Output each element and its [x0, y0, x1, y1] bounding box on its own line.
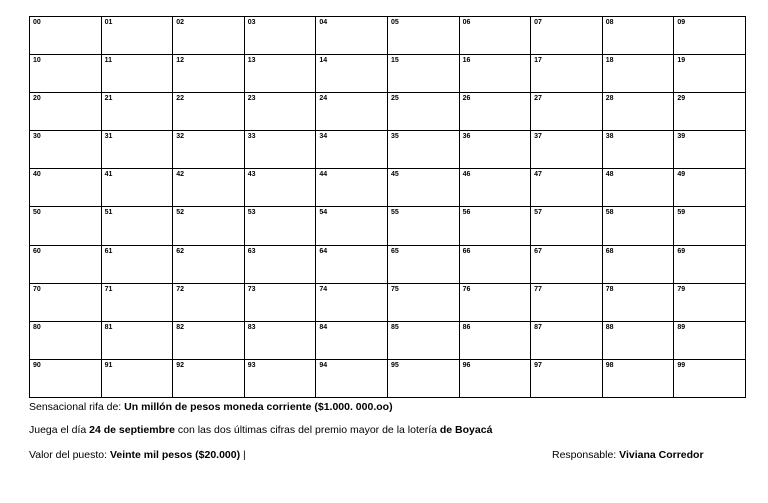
- price-label: Valor del puesto:: [29, 449, 110, 461]
- raffle-number-cell: 56: [459, 207, 531, 245]
- raffle-number-cell: 62: [173, 245, 245, 283]
- raffle-number-cell: 61: [101, 245, 173, 283]
- raffle-number-grid: [29, 16, 746, 398]
- raffle-number-cell: 03: [244, 17, 316, 55]
- raffle-number-cell: 33: [244, 131, 316, 169]
- raffle-number-cell: 71: [101, 283, 173, 321]
- raffle-number-cell: 99: [674, 359, 746, 397]
- raffle-number-cell: 10: [30, 55, 102, 93]
- raffle-number-cell: 53: [244, 207, 316, 245]
- responsible-name: Viviana Corredor: [619, 449, 704, 461]
- raffle-number-cell: 23: [244, 93, 316, 131]
- grid-row: [30, 17, 746, 55]
- raffle-number-cell: 70: [30, 283, 102, 321]
- price-line: [29, 449, 246, 462]
- prize-value: Un millón de pesos moneda corriente ($1.000. 000.oo): [124, 401, 393, 413]
- raffle-number-cell: 81: [101, 321, 173, 359]
- raffle-number-cell: 43: [244, 169, 316, 207]
- raffle-number-cell: 38: [602, 131, 674, 169]
- raffle-number-cell: 27: [531, 93, 603, 131]
- raffle-number-cell: 46: [459, 169, 531, 207]
- raffle-number-cell: 78: [602, 283, 674, 321]
- raffle-number-cell: 93: [244, 359, 316, 397]
- raffle-number-cell: 34: [316, 131, 388, 169]
- raffle-number-cell: 76: [459, 283, 531, 321]
- raffle-number-cell: 21: [101, 93, 173, 131]
- raffle-number-cell: 90: [30, 359, 102, 397]
- lottery-name: de Boyacá: [439, 424, 493, 436]
- raffle-number-cell: 72: [173, 283, 245, 321]
- raffle-number-cell: 47: [531, 169, 603, 207]
- raffle-number-cell: 98: [602, 359, 674, 397]
- raffle-number-cell: 35: [387, 131, 459, 169]
- raffle-number-cell: 89: [674, 321, 746, 359]
- raffle-number-cell: 80: [30, 321, 102, 359]
- raffle-number-cell: 97: [531, 359, 603, 397]
- grid-row: [30, 245, 746, 283]
- grid-row: [30, 93, 746, 131]
- raffle-number-cell: 20: [30, 93, 102, 131]
- raffle-number-cell: 29: [674, 93, 746, 131]
- grid-row: [30, 55, 746, 93]
- prize-line: [29, 401, 393, 414]
- raffle-number-cell: 00: [30, 17, 102, 55]
- raffle-number-cell: 68: [602, 245, 674, 283]
- prize-label: Sensacional rifa de:: [29, 401, 125, 413]
- raffle-number-cell: 22: [173, 93, 245, 131]
- raffle-number-cell: 55: [387, 207, 459, 245]
- raffle-number-cell: 40: [30, 169, 102, 207]
- raffle-number-cell: 88: [602, 321, 674, 359]
- raffle-number-cell: 14: [316, 55, 388, 93]
- raffle-number-cell: 59: [674, 207, 746, 245]
- raffle-number-cell: 86: [459, 321, 531, 359]
- raffle-number-cell: 92: [173, 359, 245, 397]
- raffle-number-cell: 91: [101, 359, 173, 397]
- raffle-number-cell: 51: [101, 207, 173, 245]
- raffle-number-cell: 49: [674, 169, 746, 207]
- price-separator: |: [240, 449, 246, 461]
- draw-date-line: [29, 424, 492, 437]
- raffle-number-cell: 85: [387, 321, 459, 359]
- raffle-number-cell: 50: [30, 207, 102, 245]
- raffle-number-cell: 64: [316, 245, 388, 283]
- raffle-number-cell: 48: [602, 169, 674, 207]
- raffle-number-cell: 79: [674, 283, 746, 321]
- price-value: Veinte mil pesos ($20.000): [109, 449, 241, 461]
- raffle-number-cell: 25: [387, 93, 459, 131]
- draw-date-value: 24 de septiembre: [89, 424, 175, 436]
- raffle-number-cell: 52: [173, 207, 245, 245]
- raffle-number-cell: 07: [531, 17, 603, 55]
- raffle-number-cell: 30: [30, 131, 102, 169]
- grid-row: [30, 207, 746, 245]
- grid-row: [30, 131, 746, 169]
- raffle-number-cell: 96: [459, 359, 531, 397]
- raffle-number-cell: 18: [602, 55, 674, 93]
- raffle-number-cell: 28: [602, 93, 674, 131]
- responsible-label: Responsable:: [552, 449, 620, 461]
- raffle-number-cell: 75: [387, 283, 459, 321]
- raffle-number-cell: 58: [602, 207, 674, 245]
- raffle-number-cell: 15: [387, 55, 459, 93]
- raffle-number-cell: 24: [316, 93, 388, 131]
- raffle-number-cell: 87: [531, 321, 603, 359]
- raffle-number-cell: 42: [173, 169, 245, 207]
- raffle-number-cell: 05: [387, 17, 459, 55]
- raffle-number-cell: 17: [531, 55, 603, 93]
- raffle-number-cell: 63: [244, 245, 316, 283]
- raffle-number-cell: 45: [387, 169, 459, 207]
- raffle-number-cell: 41: [101, 169, 173, 207]
- raffle-number-cell: 37: [531, 131, 603, 169]
- raffle-number-cell: 69: [674, 245, 746, 283]
- raffle-number-cell: 74: [316, 283, 388, 321]
- raffle-number-cell: 12: [173, 55, 245, 93]
- grid-row: [30, 359, 746, 397]
- raffle-number-cell: 65: [387, 245, 459, 283]
- raffle-grid-body: [30, 17, 746, 398]
- raffle-number-cell: 32: [173, 131, 245, 169]
- raffle-number-cell: 39: [674, 131, 746, 169]
- raffle-number-cell: 57: [531, 207, 603, 245]
- raffle-number-cell: 01: [101, 17, 173, 55]
- raffle-number-cell: 06: [459, 17, 531, 55]
- raffle-number-cell: 60: [30, 245, 102, 283]
- grid-row: [30, 321, 746, 359]
- raffle-number-cell: 84: [316, 321, 388, 359]
- raffle-number-cell: 66: [459, 245, 531, 283]
- raffle-number-cell: 31: [101, 131, 173, 169]
- raffle-number-cell: 82: [173, 321, 245, 359]
- raffle-number-cell: 95: [387, 359, 459, 397]
- raffle-number-cell: 83: [244, 321, 316, 359]
- draw-date-description: con las dos últimas cifras del premio mayor de la lotería: [174, 424, 440, 436]
- raffle-number-cell: 26: [459, 93, 531, 131]
- grid-row: [30, 169, 746, 207]
- raffle-number-cell: 36: [459, 131, 531, 169]
- raffle-number-cell: 02: [173, 17, 245, 55]
- raffle-number-cell: 94: [316, 359, 388, 397]
- raffle-number-cell: 13: [244, 55, 316, 93]
- raffle-number-cell: 77: [531, 283, 603, 321]
- raffle-number-cell: 09: [674, 17, 746, 55]
- raffle-number-cell: 08: [602, 17, 674, 55]
- raffle-number-cell: 11: [101, 55, 173, 93]
- draw-date-label: Juega el día: [29, 424, 90, 436]
- raffle-number-cell: 67: [531, 245, 603, 283]
- raffle-number-cell: 04: [316, 17, 388, 55]
- raffle-number-cell: 19: [674, 55, 746, 93]
- raffle-number-cell: 73: [244, 283, 316, 321]
- grid-row: [30, 283, 746, 321]
- raffle-number-cell: 44: [316, 169, 388, 207]
- raffle-number-cell: 16: [459, 55, 531, 93]
- responsible-line: [552, 449, 704, 462]
- raffle-number-cell: 54: [316, 207, 388, 245]
